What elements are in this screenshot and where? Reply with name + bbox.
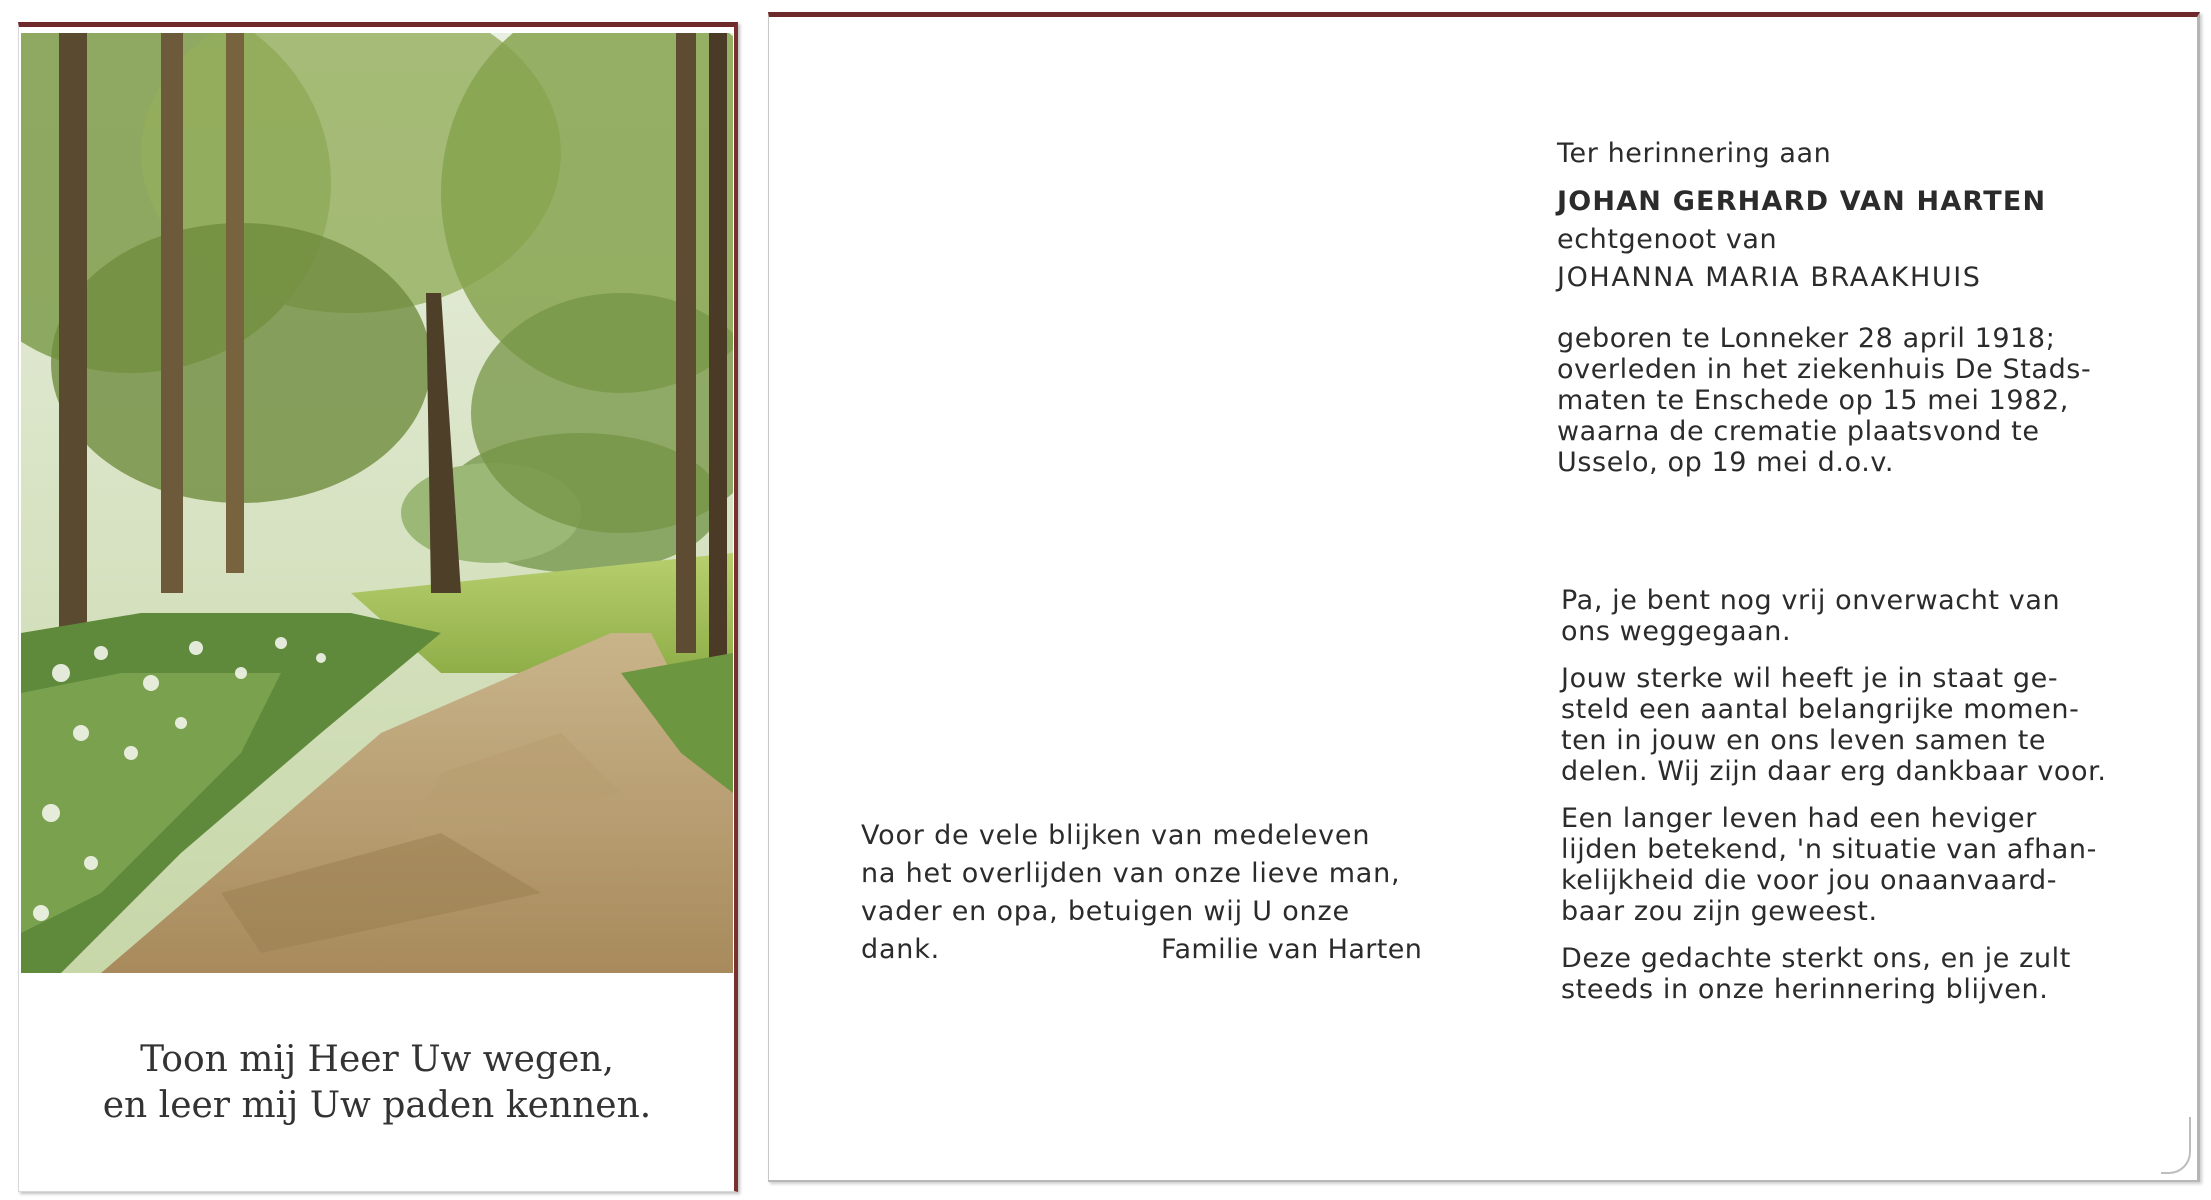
poem-line: steeds in onze herinnering blijven. [1561,974,2049,1005]
card-corner-curl [2161,1117,2191,1174]
thanks-message [861,817,1421,969]
thanks-last-line [861,931,1421,969]
family-signature: Familie van Harten [1161,934,1423,965]
relation-text: echtgenoot van [1557,224,1778,255]
deceased-name: JOHAN GERHARD VAN HARTEN [1557,186,2047,217]
poem-stanza [1561,585,2161,647]
thanks-last-word: dank. [861,934,941,965]
dates-line: geboren te Lonneker 28 april 1918; [1557,323,2056,354]
poem-line: Pa, je bent nog vrij onverwacht van [1561,585,2061,616]
poem-stanza [1561,803,2161,927]
poem-line: steld een aantal belangrijke momen- [1561,694,2080,725]
deceased-info [1557,135,2157,478]
dates-line: waarna de crematie plaatsvond te [1557,416,2040,447]
poem-line: delen. Wij zijn daar erg dankbaar voor. [1561,756,2107,787]
verse-line: Toon mij Heer Uw wegen, [140,1039,614,1080]
dates-line: Usselo, op 19 mei d.o.v. [1557,447,1895,478]
thanks-line: vader en opa, betuigen wij U onze [861,896,1350,927]
poem-line: Een langer leven had een heviger [1561,803,2037,834]
life-dates [1557,323,2157,478]
intro-text: Ter herinnering aan [1557,138,1832,169]
photo-tree-lined-path [21,33,733,973]
bible-verse [19,1037,735,1129]
spouse-name: JOHANNA MARIA BRAAKHUIS [1557,262,1982,293]
dates-line: overleden in het ziekenhuis De Stads- [1557,354,2092,385]
dates-line: maten te Enschede op 15 mei 1982, [1557,385,2069,416]
poem-line: ons weggegaan. [1561,616,1792,647]
poem-stanza [1561,943,2161,1005]
thanks-line: na het overlijden van onze lieve man, [861,858,1401,889]
poem-line: Jouw sterke wil heeft je in staat ge- [1561,663,2059,694]
poem-line: baar zou zijn geweest. [1561,896,1878,927]
verse-line: en leer mij Uw paden kennen. [102,1085,652,1126]
poem-line: Deze gedachte sterkt ons, en je zult [1561,943,2071,974]
poem-stanza [1561,663,2161,787]
poem-line: kelijkheid die voor jou onaanvaard- [1561,865,2058,896]
memorial-card-inside [768,12,2200,1182]
landscape-illustration [21,33,733,973]
poem-line: ten in jouw en ons leven samen te [1561,725,2047,756]
memorial-poem [1561,585,2161,1021]
memorial-card-front [18,22,738,1192]
poem-line: lijden betekend, 'n situatie van afhan- [1561,834,2097,865]
thanks-line: Voor de vele blijken van medeleven [861,820,1371,851]
